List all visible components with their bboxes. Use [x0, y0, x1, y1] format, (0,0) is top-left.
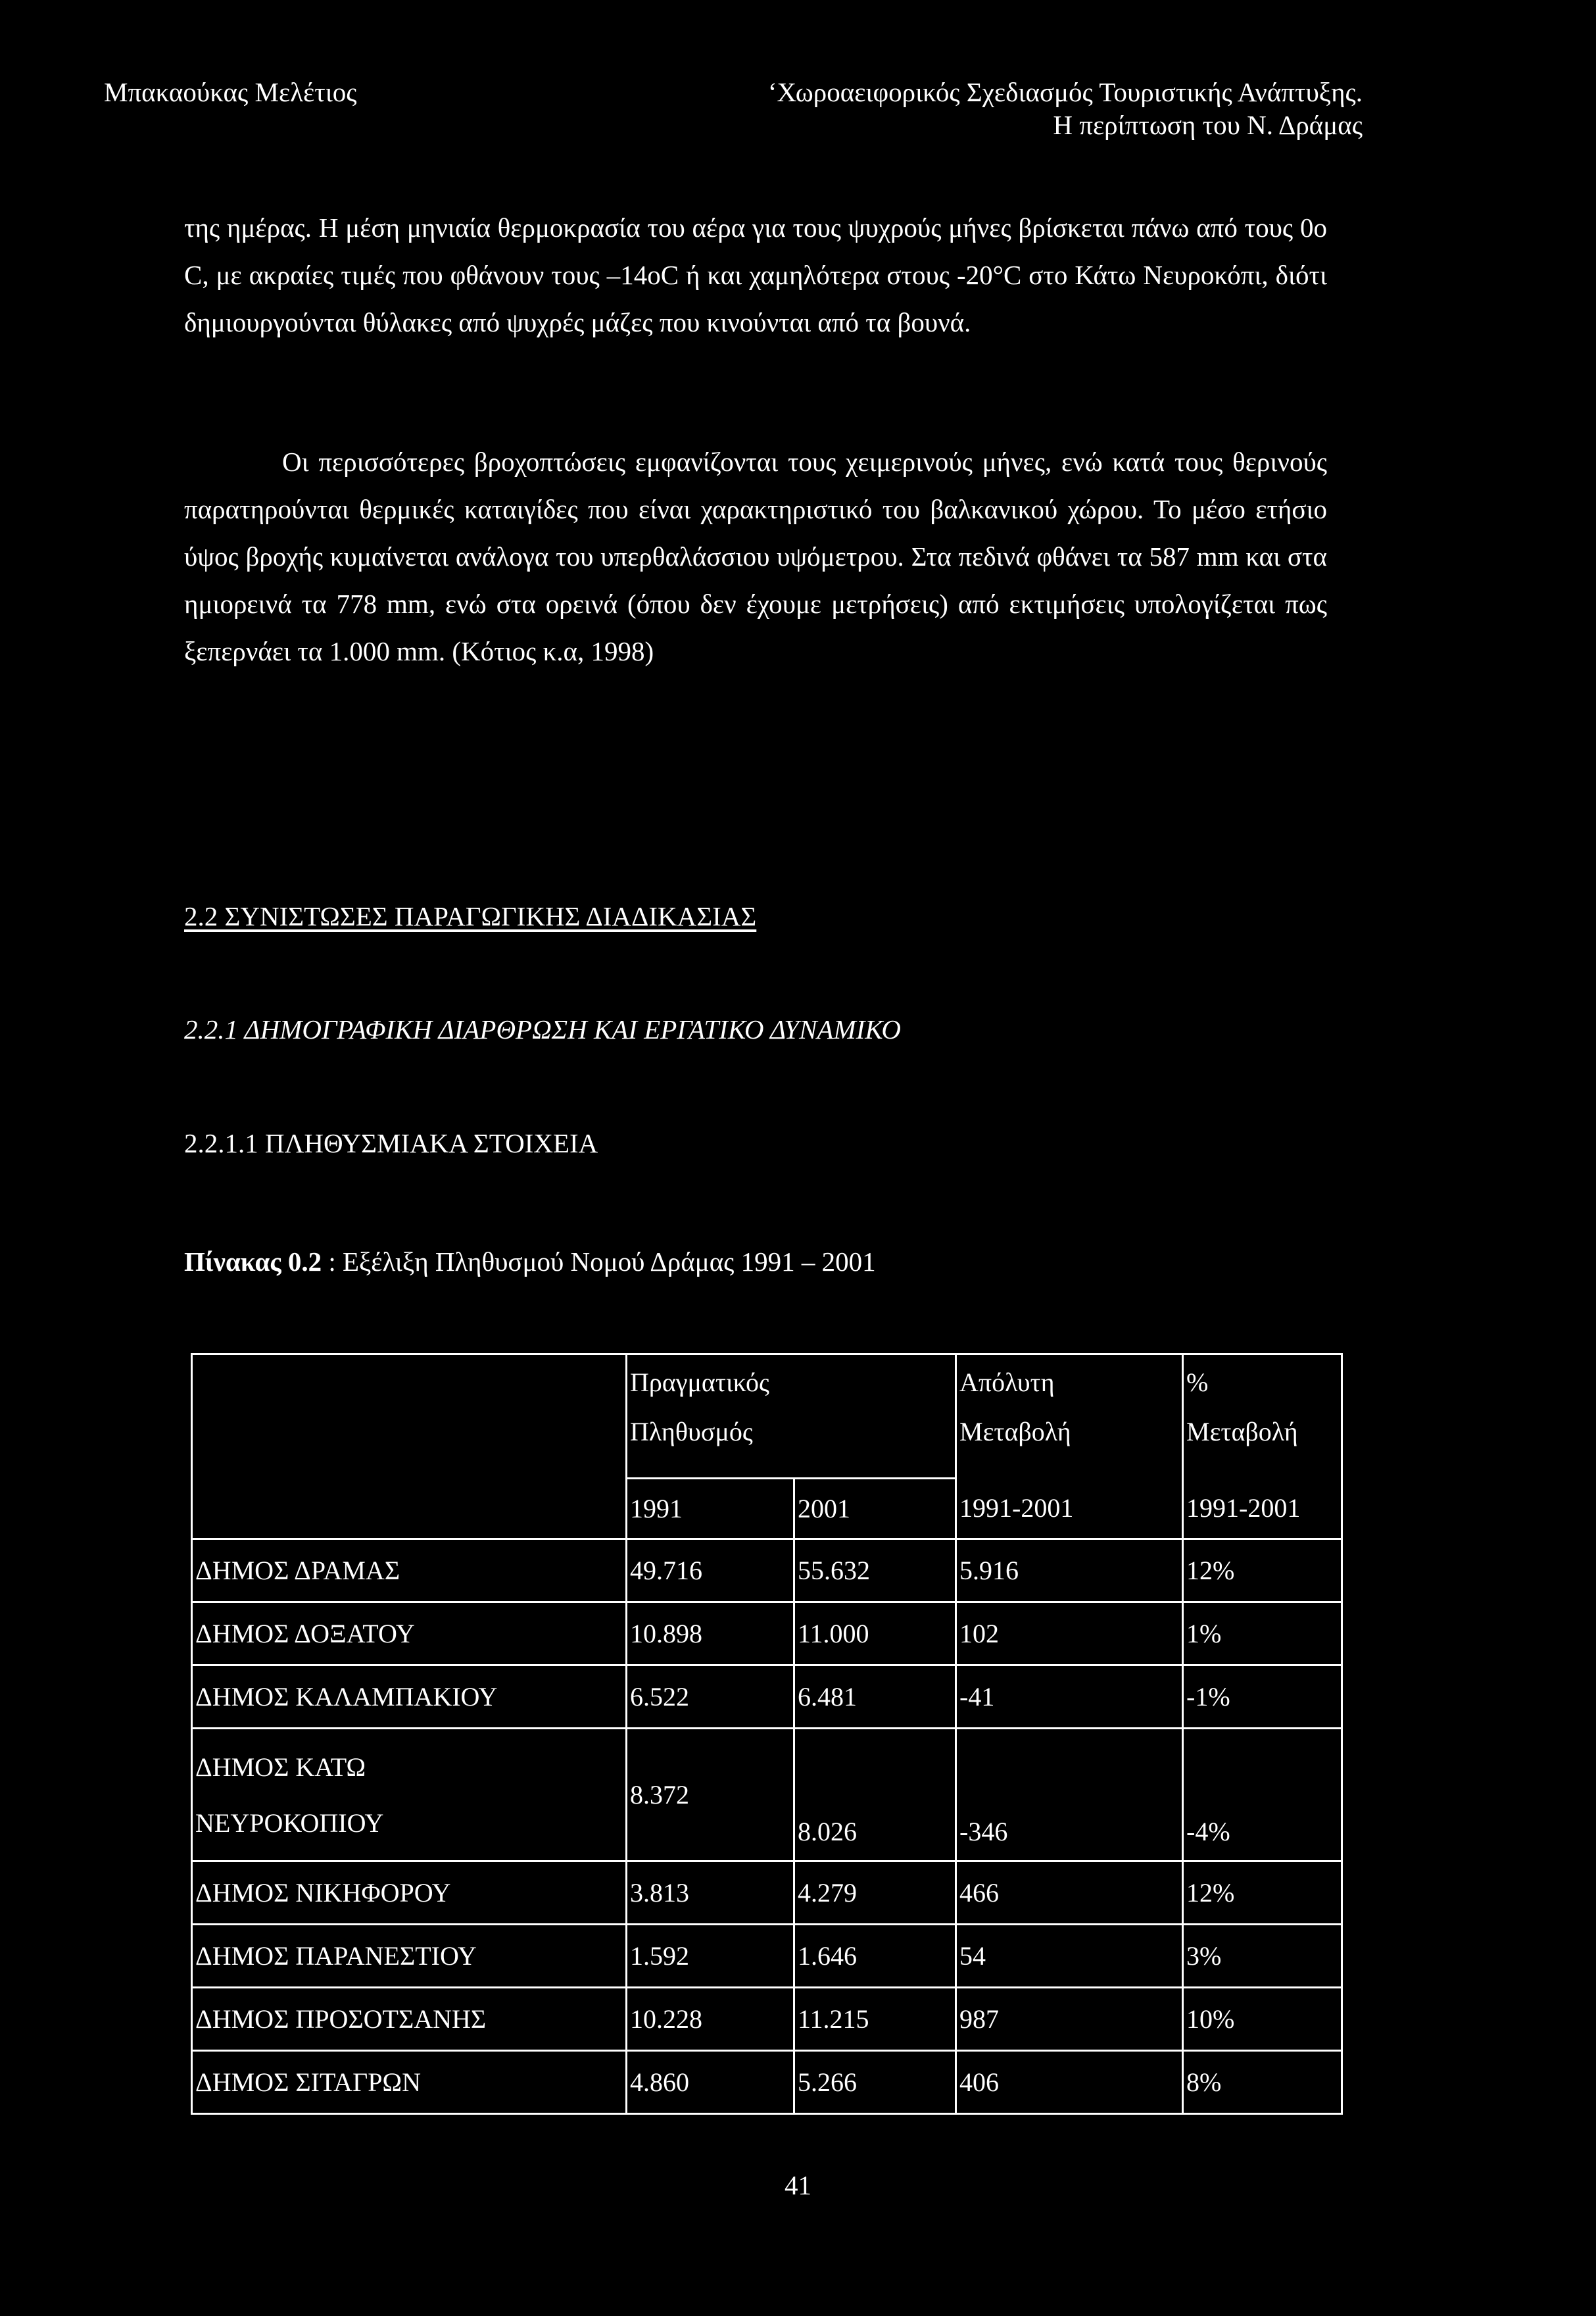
municipality-name-line2: ΝΕΥΡΟΚΟΠΙΟΥ	[195, 1808, 384, 1838]
population-2001: 4.279	[794, 1861, 956, 1925]
population-1991: 49.716	[627, 1539, 794, 1602]
municipality-name: ΔΗΜΟΣ ΔΡΑΜΑΣ	[192, 1539, 627, 1602]
percent-change: 12%	[1183, 1539, 1342, 1602]
population-1991: 6.522	[627, 1665, 794, 1729]
table-caption	[184, 1245, 876, 1278]
section-heading-2-2-1: 2.2.1 ΔΗΜΟΓΡΑΦΙΚΗ ΔΙΑΡΘΡΩΣΗ ΚΑΙ ΕΡΓΑΤΙΚΟ ΔΥΝΑΜΙΚΟ	[184, 1014, 901, 1045]
percent-change: -1%	[1183, 1665, 1342, 1729]
percent-change: 10%	[1183, 1988, 1342, 2051]
table-row	[192, 1602, 1342, 1665]
absolute-change: 54	[956, 1925, 1183, 1988]
percent-change: 8%	[1183, 2051, 1342, 2114]
population-2001: 55.632	[794, 1539, 956, 1602]
population-1991: 3.813	[627, 1861, 794, 1925]
absolute-change: 406	[956, 2051, 1183, 2114]
header-1991: 1991	[627, 1479, 794, 1539]
header-title-line2: Η περίπτωση του Ν. Δράμας	[1053, 110, 1363, 140]
table-row	[192, 1665, 1342, 1729]
header-abs-line1: Απόλυτη	[959, 1367, 1055, 1397]
population-2001: 8.026	[794, 1729, 956, 1861]
header-percent-change	[1183, 1354, 1342, 1479]
municipality-name: ΔΗΜΟΣ ΝΙΚΗΦΟΡΟΥ	[192, 1861, 627, 1925]
absolute-change: 466	[956, 1861, 1183, 1925]
header-author: Μπακαούκας Μελέτιος	[104, 77, 357, 107]
header-abs-range: 1991-2001	[956, 1479, 1183, 1539]
population-1991: 8.372	[627, 1729, 794, 1861]
header-empty-cell	[192, 1354, 627, 1539]
header-2001: 2001	[794, 1479, 956, 1539]
population-1991: 10.228	[627, 1988, 794, 2051]
population-2001: 11.215	[794, 1988, 956, 2051]
absolute-change: 987	[956, 1988, 1183, 2051]
table-row	[192, 1988, 1342, 2051]
table-header-row-1	[192, 1354, 1342, 1479]
absolute-change: 5.916	[956, 1539, 1183, 1602]
population-1991: 1.592	[627, 1925, 794, 1988]
table-caption-text: : Εξέλιξη Πληθυσμού Νομού Δράμας 1991 – 2001	[322, 1246, 876, 1277]
header-abs-line2: Μεταβολή	[959, 1417, 1071, 1446]
municipality-name: ΔΗΜΟΣ ΔΟΞΑΤΟΥ	[192, 1602, 627, 1665]
absolute-change: -346	[956, 1729, 1183, 1861]
header-real-population	[627, 1354, 956, 1479]
paragraph-temperature: της ημέρας. Η μέση μηνιαία θερμοκρασία του αέρα για τους ψυχρούς μήνες βρίσκεται πάνω από τους 0ο C, με ακραίες τιμές που φθάνουν τους –14οC ή και χαμηλότερα στους -20°C στο Κάτω Νευροκόπι, διότι δημιουργούνται θύλακες από ψυχρές μάζες που κινούνται από τα βουνά.	[184, 212, 1327, 337]
municipality-name: ΔΗΜΟΣ ΠΑΡΑΝΕΣΤΙΟΥ	[192, 1925, 627, 1988]
population-2001: 11.000	[794, 1602, 956, 1665]
percent-change: -4%	[1183, 1729, 1342, 1861]
table-row	[192, 1861, 1342, 1925]
percent-change: 1%	[1183, 1602, 1342, 1665]
municipality-name: ΔΗΜΟΣ ΠΡΟΣΟΤΣΑΝΗΣ	[192, 1988, 627, 2051]
percent-change: 3%	[1183, 1925, 1342, 1988]
header-pct-line1: %	[1186, 1367, 1209, 1397]
section-heading-2-2: 2.2 ΣΥΝΙΣΤΩΣΕΣ ΠΑΡΑΓΩΓΙΚΗΣ ΔΙΑΔΙΚΑΣΙΑΣ	[184, 901, 757, 931]
municipality-name-line1: ΔΗΜΟΣ ΚΑΤΩ	[195, 1752, 366, 1782]
header-pct-line2: Μεταβολή	[1186, 1417, 1298, 1446]
population-2001: 6.481	[794, 1665, 956, 1729]
population-1991: 10.898	[627, 1602, 794, 1665]
absolute-change: -41	[956, 1665, 1183, 1729]
paragraph-rainfall: Οι περισσότερες βροχοπτώσεις εμφανίζονται τους χειμερινούς μήνες, ενώ κατά τους θερινούς παρατηρούνται θερμικές καταιγίδες που είναι χαρακτηριστικό του βαλκανικού χώρου. Το μέσο ετήσιο ύψος βροχής κυμαίνεται ανάλογα του υπερθαλάσσιου υψόμετρου. Στα πεδινά φθάνει τα 587 mm και στα ημιορεινά τα 778 mm, ενώ στα ορεινά (όπου δεν έχουμε μετρήσεις) από εκτιμήσεις υπολογίζεται πως ξεπερνάει τα 1.000 mm. (Κότιος κ.α, 1998)	[184, 447, 1327, 666]
population-2001: 5.266	[794, 2051, 956, 2114]
population-table	[191, 1353, 1343, 2115]
municipality-name: ΔΗΜΟΣ ΚΑΛΑΜΠΑΚΙΟΥ	[192, 1665, 627, 1729]
population-2001: 1.646	[794, 1925, 956, 1988]
percent-change: 12%	[1183, 1861, 1342, 1925]
table-caption-label: Πίνακας 0.2	[184, 1246, 322, 1277]
header-real-line2: Πληθυσμός	[630, 1417, 753, 1446]
header-title	[768, 76, 1363, 141]
header-pct-range: 1991-2001	[1183, 1479, 1342, 1539]
table-row	[192, 2051, 1342, 2114]
header-title-line1: ‘Χωροαειφορικός Σχεδιασμός Τουριστικής Ανάπτυξης.	[767, 77, 1363, 107]
municipality-name	[192, 1729, 627, 1861]
header-real-line1: Πραγματικός	[630, 1367, 769, 1397]
section-heading-2-2-1-1: 2.2.1.1 ΠΛΗΘΥΣΜΙΑΚΑ ΣΤΟΙΧΕΙΑ	[184, 1128, 598, 1158]
table-row	[192, 1729, 1342, 1861]
absolute-change: 102	[956, 1602, 1183, 1665]
page-number: 41	[785, 2170, 811, 2200]
table-row	[192, 1925, 1342, 1988]
population-1991: 4.860	[627, 2051, 794, 2114]
table-row	[192, 1539, 1342, 1602]
municipality-name: ΔΗΜΟΣ ΣΙΤΑΓΡΩΝ	[192, 2051, 627, 2114]
header-absolute-change	[956, 1354, 1183, 1479]
